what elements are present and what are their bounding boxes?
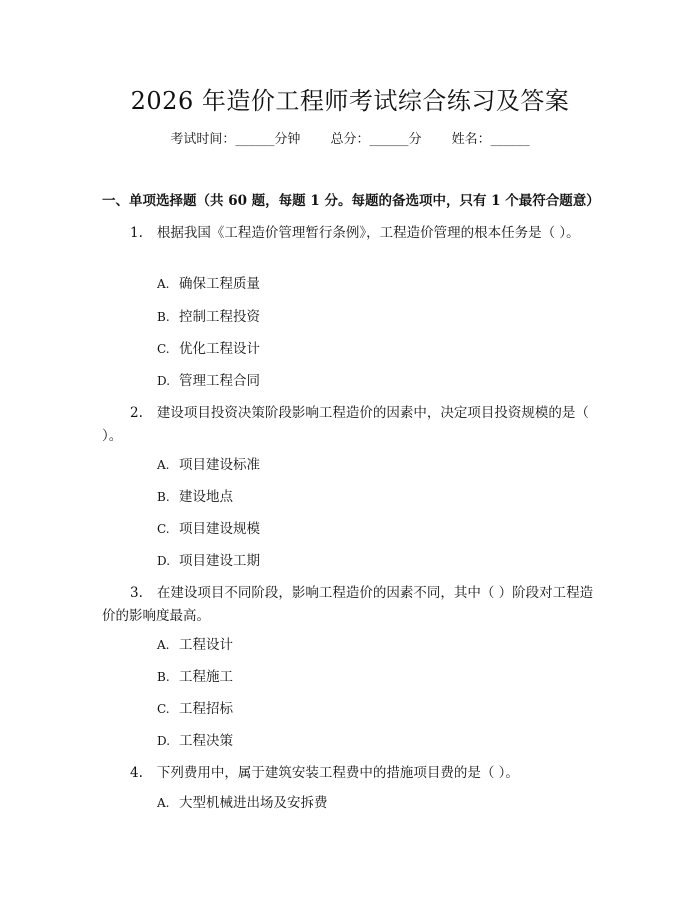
option-text: 确保工程质量 [179,276,260,292]
option-b [157,667,233,687]
option-c [157,519,260,539]
option-text: 建设地点 [179,489,233,505]
option-letter: C. [157,702,170,716]
option-letter: B. [157,310,170,324]
option-a [157,455,260,475]
option-c [157,699,233,719]
question-1 [102,222,597,245]
question-number: 2. [130,405,143,421]
question-number: 1. [130,225,143,241]
option-text: 工程施工 [179,669,233,685]
option-letter: D. [157,374,171,388]
question-stem: 根据我国《工程造价管理暂行条例》，工程造价管理的根本任务是（ ）。 [156,225,580,241]
option-text: 优化工程设计 [179,341,260,357]
question-stem: 在建设项目不同阶段，影响工程造价的因素不同，其中（ ）阶段对工程造价的影响度最高。 [102,585,594,624]
option-letter: A. [157,458,170,472]
option-text: 项目建设标准 [179,457,260,473]
total-score-field: 总分：______分 [330,132,422,147]
option-text: 大型机械进出场及安拆费 [179,795,328,811]
option-a [157,274,260,294]
option-d [157,731,233,751]
option-letter: D. [157,734,171,748]
question-3 [102,582,597,628]
option-letter: C. [157,342,170,356]
question-number: 4. [130,765,143,781]
option-text: 控制工程投资 [179,309,260,325]
option-text: 工程招标 [179,701,233,717]
section-heading: 一、单项选择题（共 60 题，每题 1 分。每题的备选项中，只有 1 个最符合题意） [102,193,600,209]
option-text: 工程设计 [179,637,233,653]
option-text: 管理工程合同 [179,373,260,389]
question-2 [102,402,597,448]
option-text: 项目建设工期 [179,553,260,569]
question-number: 3. [130,585,143,601]
option-text: 项目建设规模 [179,521,260,537]
option-b [157,487,233,507]
document-title: 2026 年造价工程师考试综合练习及答案 [130,87,570,115]
option-letter: B. [157,490,170,504]
option-letter: A. [157,796,170,810]
question-stem: 下列费用中，属于建筑安装工程费中的措施项目费的是（ ）。 [156,765,519,781]
exam-time-field: 考试时间：______分钟 [170,132,301,147]
option-text: 工程决策 [179,733,233,749]
option-c [157,339,260,359]
question-4 [102,762,597,785]
option-d [157,551,260,571]
question-stem: 建设项目投资决策阶段影响工程造价的因素中，决定项目投资规模的是（ ）。 [102,405,589,444]
option-letter: A. [157,277,170,291]
option-b [157,307,260,327]
option-a [157,635,233,655]
option-letter: C. [157,522,170,536]
option-a [157,793,328,813]
option-letter: A. [157,638,170,652]
option-letter: B. [157,670,170,684]
student-name-field: 姓名：______ [451,132,530,147]
exam-info-line [0,130,700,150]
option-letter: D. [157,554,171,568]
option-d [157,371,260,391]
